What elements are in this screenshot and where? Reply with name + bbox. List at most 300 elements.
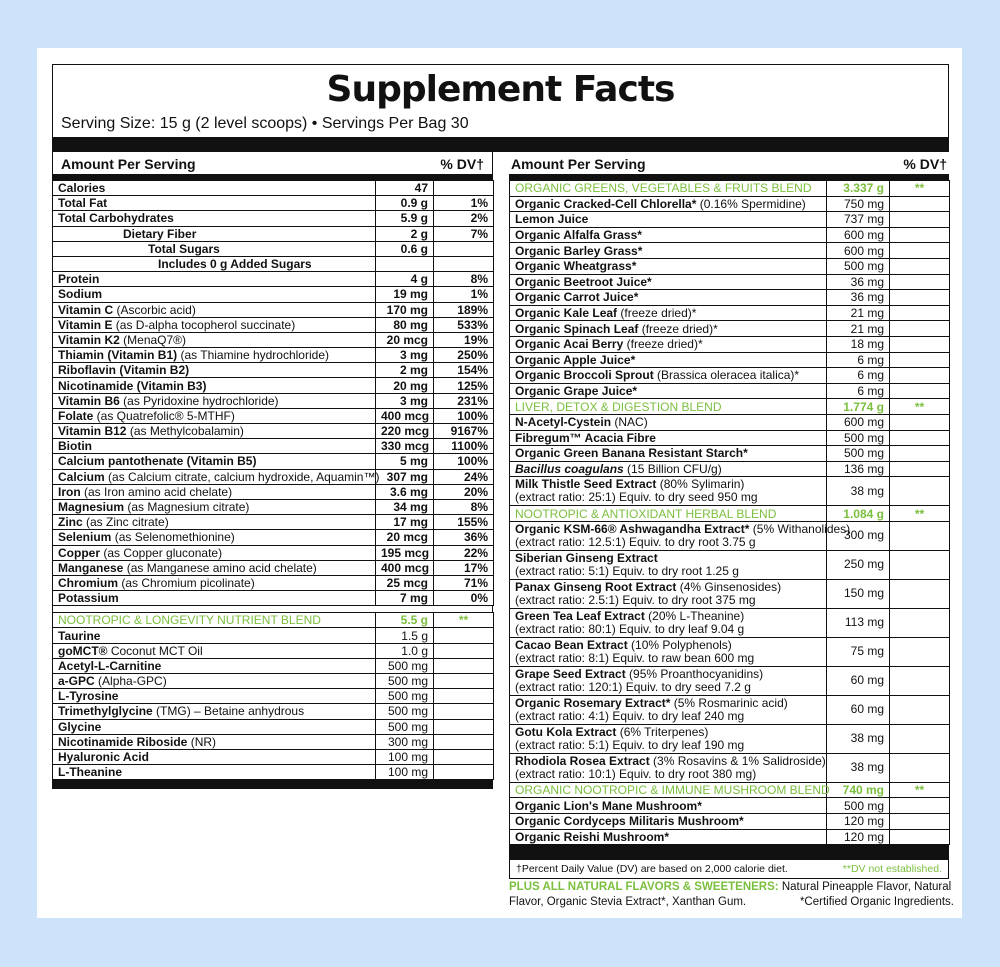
ingredient-detail: (freeze dried)* [623, 337, 703, 352]
ingredient-detail: (20% L-Theanine) [644, 608, 745, 623]
ingredient-amount: 6 mg [827, 383, 890, 399]
nutrient-amount: 2 mg [376, 363, 434, 378]
ingredient-amount: 100 mg [376, 765, 434, 780]
ingredient-name [510, 212, 827, 228]
ingredient-label: Sodium [58, 287, 102, 302]
ingredient-name [53, 484, 376, 499]
ingredient-label: Protein [58, 272, 100, 287]
ingredient-detail: Coconut MCT Oil [107, 643, 203, 658]
ingredient-label: Includes 0 g Added Sugars [158, 257, 312, 272]
ingredient-label: Total Carbohydrates [58, 211, 174, 226]
nutrient-dv: 36% [434, 530, 494, 545]
blend-dv: ** [890, 782, 950, 798]
nutrient-amount: 195 mcg [376, 545, 434, 560]
organic-note: *Certified Organic Ingredients. [799, 896, 954, 908]
nutrient-row [53, 575, 494, 590]
nutrient-amount: 4 g [376, 272, 434, 287]
ingredient-name [510, 798, 827, 814]
dv-footnote: †Percent Daily Value (DV) are based on 2,000 calorie diet. [516, 863, 788, 876]
amount-header: Amount Per Serving [511, 156, 646, 172]
ingredient-label: Organic Beetroot Juice* [515, 274, 652, 289]
ingredient-dv [434, 643, 494, 658]
ingredient-detail: (4% Ginsenosides) [676, 579, 782, 594]
ingredient-name [53, 393, 376, 408]
nutrient-row [53, 469, 494, 484]
ingredient-label: Selenium [58, 530, 112, 545]
ingredient-dv [434, 674, 494, 689]
ingredient-name [53, 211, 376, 226]
ingredient-row [510, 414, 950, 430]
ingredient-label: Organic Carrot Juice* [515, 290, 639, 305]
nutrient-dv: 189% [434, 302, 494, 317]
nutrient-row [53, 363, 494, 378]
ingredient-label: Acetyl-L-Carnitine [58, 658, 162, 673]
ingredient-amount: 38 mg [827, 753, 890, 782]
ingredient-amount: 600 mg [827, 227, 890, 243]
ingredient-dv [890, 352, 950, 368]
ingredient-name [53, 719, 376, 734]
ingredient-dv [890, 196, 950, 212]
ingredient-dv [890, 753, 950, 782]
ingredient-row [53, 704, 494, 719]
nutrient-dv: 154% [434, 363, 494, 378]
blend-amount: 5.5 g [376, 613, 434, 628]
nutrient-row [53, 484, 494, 499]
ingredient-label: Vitamin B6 [58, 393, 120, 408]
ingredient-row [510, 695, 950, 724]
ingredient-row [53, 643, 494, 658]
nutrient-dv: 22% [434, 545, 494, 560]
ingredient-row [510, 352, 950, 368]
page-title: Supplement Facts [326, 69, 675, 110]
nutrient-row [53, 530, 494, 545]
ingredient-label: Folate [58, 408, 94, 423]
ingredient-row [510, 446, 950, 462]
nutrient-dv: 100% [434, 454, 494, 469]
blend-header-row [510, 181, 950, 197]
nutrient-row [53, 348, 494, 363]
ingredient-detail: (Ascorbic acid) [113, 302, 196, 317]
ingredient-name [53, 704, 376, 719]
ingredient-detail: (freeze dried)* [617, 306, 697, 321]
ingredient-dv [890, 414, 950, 430]
ingredient-name [510, 666, 827, 695]
nutrient-dv: 24% [434, 469, 494, 484]
ingredient-row [510, 798, 950, 814]
ingredient-name [53, 515, 376, 530]
ingredient-row [53, 734, 494, 749]
nutrient-row [53, 515, 494, 530]
nutrient-table [52, 180, 494, 606]
nutrient-row [53, 560, 494, 575]
ingredient-label: Grape Seed Extract [515, 666, 626, 681]
ingredient-name [53, 734, 376, 749]
ingredient-label: Iron [58, 484, 81, 499]
ingredient-label: Total Sugars [148, 241, 220, 256]
ingredient-label: Organic KSM-66® Ashwagandha Extract* [515, 521, 750, 536]
ingredient-name [53, 545, 376, 560]
ingredient-detail: (as Thiamine hydrochloride) [177, 348, 329, 363]
extract-ratio: (extract ratio: 120:1) Equiv. to dry seed 7.2 g [515, 679, 751, 694]
ingredient-dv [890, 666, 950, 695]
nutrient-amount: 3.6 mg [376, 484, 434, 499]
ingredient-detail: (as Quatrefolic® 5-MTHF) [93, 408, 235, 423]
ingredient-label: Bacillus coagulans [515, 461, 624, 476]
nutrient-amount: 25 mcg [376, 575, 434, 590]
nutrient-amount: 2 g [376, 226, 434, 241]
ingredient-name [510, 336, 827, 352]
ingredient-label: Taurine [58, 628, 101, 643]
nutrient-row [53, 317, 494, 332]
ingredient-name [510, 814, 827, 830]
ingredient-label: Rhodiola Rosea Extract [515, 753, 650, 768]
ingredient-dv [890, 258, 950, 274]
ingredient-name [53, 499, 376, 514]
ingredient-detail: (0.16% Spermidine) [696, 196, 806, 211]
flavors-label: PLUS ALL NATURAL FLAVORS & SWEETENERS: [509, 881, 779, 893]
ingredient-detail: (as D-alpha tocopherol succinate) [112, 317, 296, 332]
ingredient-name [510, 579, 827, 608]
ingredient-label: Green Tea Leaf Extract [515, 608, 645, 623]
nutrient-amount: 400 mcg [376, 408, 434, 423]
ingredient-name [53, 424, 376, 439]
ingredient-label: Organic Alfalfa Grass* [515, 228, 642, 243]
nutrient-dv [434, 241, 494, 256]
right-header [509, 152, 949, 174]
nutrient-amount: 170 mg [376, 302, 434, 317]
ingredient-row [510, 430, 950, 446]
nutrient-amount: 47 [376, 181, 434, 196]
ingredient-label: Organic Wheatgrass* [515, 259, 637, 274]
ingredient-name [53, 226, 376, 241]
ingredient-row [510, 477, 950, 506]
nutrient-dv: 2% [434, 211, 494, 226]
ingredient-name [53, 439, 376, 454]
nutrient-dv: 20% [434, 484, 494, 499]
ingredient-label: Thiamin (Vitamin B1) [58, 348, 178, 363]
ingredient-detail: (as Copper gluconate) [100, 545, 223, 560]
ingredient-amount: 500 mg [376, 719, 434, 734]
ingredient-amount: 737 mg [827, 212, 890, 228]
ingredient-amount: 500 mg [376, 704, 434, 719]
ingredient-amount: 18 mg [827, 336, 890, 352]
ingredient-label: Organic Kale Leaf [515, 306, 618, 321]
ingredient-name [53, 408, 376, 423]
ingredient-name [510, 243, 827, 259]
ingredient-amount: 500 mg [376, 674, 434, 689]
ingredient-row [53, 689, 494, 704]
extract-ratio: (extract ratio: 4:1) Equiv. to dry leaf 240 mg [515, 708, 745, 723]
nutrient-dv: 19% [434, 332, 494, 347]
ingredient-dv [890, 608, 950, 637]
title-frame [52, 64, 949, 145]
ingredient-label: goMCT® [58, 643, 108, 658]
nutrient-row [53, 226, 494, 241]
ingredient-row [510, 227, 950, 243]
nutrient-dv [434, 256, 494, 271]
ingredient-row [510, 383, 950, 399]
ingredient-name [510, 521, 851, 550]
nutrient-dv: 8% [434, 499, 494, 514]
ingredient-label: Vitamin E [58, 317, 113, 332]
ingredient-name [510, 446, 827, 462]
ingredient-detail: (95% Proanthocyanidins) [625, 666, 764, 681]
ingredient-name [510, 368, 827, 384]
ingredient-detail: (as Manganese amino acid chelate) [123, 560, 317, 575]
ingredient-name [53, 749, 376, 764]
ingredient-label: Potassium [58, 591, 119, 606]
ingredient-dv [890, 430, 950, 446]
nutrient-dv: 250% [434, 348, 494, 363]
ingredient-name [510, 321, 827, 337]
nutrient-row [53, 181, 494, 196]
ingredient-dv [434, 689, 494, 704]
ingredient-row [510, 243, 950, 259]
nutrient-row [53, 499, 494, 514]
ingredient-row [510, 521, 950, 550]
ingredient-label: Hyaluronic Acid [58, 750, 149, 765]
ingredient-label: Organic Lion's Mane Mushroom* [515, 798, 702, 813]
nutrient-row [53, 196, 494, 211]
ingredient-name [510, 305, 827, 321]
ingredient-label: Manganese [58, 560, 124, 575]
ingredient-name [510, 290, 827, 306]
ingredient-dv [890, 243, 950, 259]
ingredient-dv [890, 724, 950, 753]
ingredient-detail: (3% Rosavins & 1% Salidroside) [649, 753, 826, 768]
ingredient-name [510, 829, 827, 845]
ingredient-amount: 150 mg [827, 579, 890, 608]
blend-name: ORGANIC NOOTROPIC & IMMUNE MUSHROOM BLEND [510, 782, 827, 798]
ingredient-amount: 500 mg [827, 798, 890, 814]
ingredient-detail: (Brassica oleracea italica)* [653, 368, 800, 383]
ingredient-name [510, 414, 827, 430]
ingredient-name [53, 363, 376, 378]
ingredient-dv [890, 336, 950, 352]
ingredient-name [53, 332, 376, 347]
ingredient-name [53, 241, 376, 256]
ingredient-label: Organic Green Banana Resistant Starch* [515, 446, 748, 461]
ingredient-amount: 300 mg [827, 521, 890, 550]
ingredient-detail: (freeze dried)* [638, 321, 718, 336]
flavors-note [509, 880, 954, 910]
ingredient-detail: (MenaQ7®) [119, 332, 187, 347]
ingredient-dv [890, 829, 950, 845]
ingredient-amount: 1.0 g [376, 643, 434, 658]
ingredient-amount: 36 mg [827, 290, 890, 306]
nutrient-dv: 155% [434, 515, 494, 530]
ingredient-dv [890, 383, 950, 399]
ingredient-amount: 500 mg [376, 689, 434, 704]
blend-dv: ** [434, 613, 494, 628]
ingredient-dv [890, 368, 950, 384]
ingredient-detail: (5% Rosmarinic acid) [670, 695, 788, 710]
nutrient-row [53, 256, 494, 271]
ingredient-label: Vitamin C [58, 302, 114, 317]
ingredient-dv [890, 227, 950, 243]
dv-header: % DV† [903, 156, 947, 172]
ingredient-label: Nicotinamide (Vitamin B3) [58, 378, 207, 393]
blend-dv: ** [890, 399, 950, 415]
ingredient-name [53, 454, 376, 469]
ingredient-label: Organic Barley Grass* [515, 243, 643, 258]
ingredient-name [53, 530, 376, 545]
nutrient-dv: 1100% [434, 439, 494, 454]
amount-header: Amount Per Serving [61, 156, 196, 172]
ingredient-row [510, 814, 950, 830]
ingredient-detail: (as Iron amino acid chelate) [80, 484, 233, 499]
ingredient-row [510, 579, 950, 608]
blend-name: ORGANIC GREENS, VEGETABLES & FRUITS BLEND [510, 181, 827, 197]
ingredient-name [53, 469, 380, 484]
nutrient-row [53, 408, 494, 423]
ingredient-row [510, 637, 950, 666]
nutrient-row [53, 241, 494, 256]
ingredient-label: Biotin [58, 439, 92, 454]
ingredient-detail: (as Calcium citrate, calcium hydroxide, Aquamin™) [104, 469, 380, 484]
ingredient-dv [890, 212, 950, 228]
ingredient-amount: 60 mg [827, 695, 890, 724]
ingredient-label: Chromium [58, 575, 118, 590]
ingredient-amount: 113 mg [827, 608, 890, 637]
ingredient-name [53, 378, 376, 393]
ingredient-label: Calcium [58, 469, 105, 484]
nutrient-amount: 220 mcg [376, 424, 434, 439]
ingredient-row [510, 336, 950, 352]
ingredient-label: Riboflavin (Vitamin B2) [58, 363, 190, 378]
ingredient-label: Gotu Kola Extract [515, 724, 617, 739]
ingredient-amount: 300 mg [376, 734, 434, 749]
ingredient-name [53, 256, 376, 271]
ingredient-name [53, 181, 376, 196]
ingredient-label: Calories [58, 181, 106, 196]
ingredient-name [510, 461, 827, 477]
ingredient-label: Fibregum™ Acacia Fibre [515, 430, 656, 445]
ingredient-name [53, 560, 376, 575]
ingredient-row [510, 666, 950, 695]
nutrient-dv: 9167% [434, 424, 494, 439]
dv-header: % DV† [440, 156, 484, 172]
ingredient-name [510, 724, 827, 753]
ingredient-name [510, 608, 827, 637]
nutrient-row [53, 287, 494, 302]
ingredient-detail: (10% Polyphenols) [627, 637, 732, 652]
ingredient-label: Organic Cracked-Cell Chlorella* [515, 196, 697, 211]
bottom-divider [52, 780, 493, 789]
ingredient-amount: 500 mg [827, 446, 890, 462]
ingredient-dv [890, 477, 950, 506]
ingredient-amount: 500 mg [376, 658, 434, 673]
ingredient-amount: 21 mg [827, 305, 890, 321]
ingredient-row [53, 628, 494, 643]
ingredient-row [510, 196, 950, 212]
nutrient-dv: 1% [434, 287, 494, 302]
ingredient-amount: 36 mg [827, 274, 890, 290]
ingredient-name [510, 258, 827, 274]
ingredient-dv [890, 798, 950, 814]
ingredient-amount: 75 mg [827, 637, 890, 666]
ingredient-label: Organic Rosemary Extract* [515, 695, 671, 710]
nutrient-dv: 8% [434, 272, 494, 287]
ingredient-name [510, 227, 827, 243]
ingredient-name [510, 550, 827, 579]
blend-header-row [510, 782, 950, 798]
nutrient-dv: 0% [434, 591, 494, 606]
ingredient-dv [890, 814, 950, 830]
nutrient-dv: 533% [434, 317, 494, 332]
ingredient-detail: (as Selenomethionine) [111, 530, 235, 545]
nutrient-dv: 7% [434, 226, 494, 241]
ingredient-detail: (NR) [187, 734, 217, 749]
nutrient-amount: 3 mg [376, 348, 434, 363]
ingredient-row [510, 829, 950, 845]
ingredient-detail: (as Magnesium citrate) [124, 500, 250, 515]
ingredient-detail: (as Pyridoxine hydrochloride) [119, 393, 279, 408]
ingredient-row [510, 368, 950, 384]
blend-header-row [53, 613, 494, 628]
nutrient-dv: 71% [434, 575, 494, 590]
ingredient-name [510, 477, 827, 506]
ingredient-name [53, 317, 376, 332]
ingredient-dv [890, 446, 950, 462]
ingredient-name [53, 628, 376, 643]
ingredient-label: Cacao Bean Extract [515, 637, 628, 652]
bottom-divider [509, 845, 949, 857]
ingredient-row [53, 719, 494, 734]
ingredient-amount: 600 mg [827, 243, 890, 259]
extract-ratio: (extract ratio: 2.5:1) Equiv. to dry root 375 mg [515, 592, 756, 607]
nutrient-amount: 5.9 g [376, 211, 434, 226]
ingredient-dv [890, 637, 950, 666]
extract-ratio: (extract ratio: 8:1) Equiv. to raw bean 600 mg [515, 650, 755, 665]
ingredient-row [510, 212, 950, 228]
ingredient-dv [434, 704, 494, 719]
ingredient-row [510, 461, 950, 477]
ingredient-detail: (15 Billion CFU/g) [623, 461, 722, 476]
ingredient-label: Total Fat [58, 196, 108, 211]
ingredient-name [53, 196, 376, 211]
nutrient-amount: 307 mg [376, 469, 434, 484]
ingredient-row [510, 608, 950, 637]
extract-ratio: (extract ratio: 12.5:1) Equiv. to dry root 3.75 g [515, 534, 756, 549]
ingredient-name [53, 658, 376, 673]
nutrient-amount: 0.6 g [376, 241, 434, 256]
ingredient-amount: 38 mg [827, 477, 890, 506]
nutrient-dv: 231% [434, 393, 494, 408]
ingredient-label: L-Tyrosine [58, 689, 119, 704]
ingredient-dv [890, 290, 950, 306]
ingredient-name [53, 272, 376, 287]
ingredient-name [53, 302, 376, 317]
nutrient-row [53, 591, 494, 606]
nutrient-row [53, 378, 494, 393]
ingredient-name [53, 674, 376, 689]
ingredient-name [53, 643, 376, 658]
ingredient-label: Organic Reishi Mushroom* [515, 829, 670, 844]
ingredient-name [53, 765, 376, 780]
ingredient-dv [890, 305, 950, 321]
ingredient-name [510, 352, 827, 368]
nutrient-amount: 7 mg [376, 591, 434, 606]
left-header [52, 152, 493, 174]
ingredient-row [510, 753, 950, 782]
not-established-note: **DV not established. [842, 863, 942, 876]
ingredient-name [510, 274, 827, 290]
nutrient-row [53, 439, 494, 454]
blend-table [509, 180, 950, 845]
ingredient-row [510, 258, 950, 274]
ingredient-label: Lemon Juice [515, 212, 589, 227]
